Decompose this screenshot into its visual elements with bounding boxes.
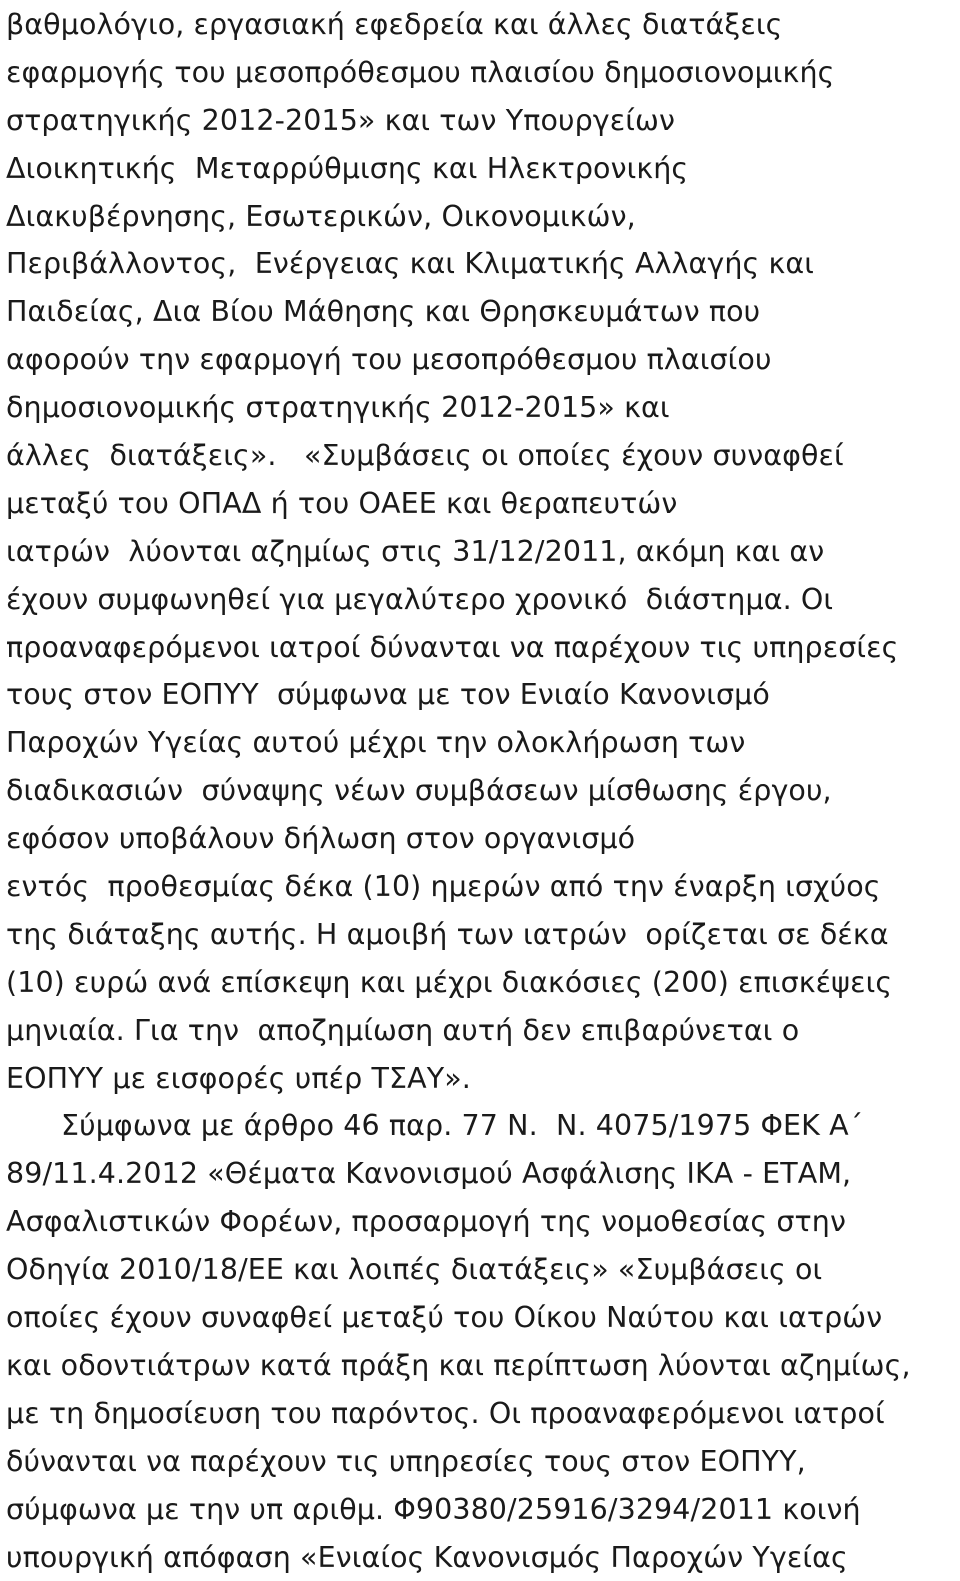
text-line: ιατρών λύονται αζημίως στις 31/12/2011, ακόμη και αν xyxy=(6,528,956,576)
text-line: σύμφωνα με την υπ αριθμ. Φ90380/25916/3294/2011 κοινή xyxy=(6,1486,956,1534)
text-line: Παροχών Υγείας αυτού μέχρι την ολοκλήρωση των xyxy=(6,719,956,767)
text-line: της διάταξης αυτής. Η αμοιβή των ιατρών ορίζεται σε δέκα xyxy=(6,911,956,959)
text-line: Οδηγία 2010/18/ΕΕ και λοιπές διατάξεις» «Συμβάσεις οι xyxy=(6,1246,956,1294)
text-line: μεταξύ του ΟΠΑΔ ή του ΟΑΕΕ και θεραπευτών xyxy=(6,480,956,528)
text-line: προαναφερόμενοι ιατροί δύνανται να παρέχουν τις υπηρεσίες xyxy=(6,624,956,672)
text-line: με τη δημοσίευση του παρόντος. Οι προαναφερόμενοι ιατροί xyxy=(6,1390,956,1438)
text-line: οποίες έχουν συναφθεί μεταξύ του Οίκου Ναύτου και ιατρών xyxy=(6,1294,956,1342)
text-line: Διακυβέρνησης, Εσωτερικών, Οικονομικών, xyxy=(6,193,956,241)
text-line: 89/11.4.2012 «Θέματα Κανονισμού Ασφάλισης ΙΚΑ - ΕΤΑΜ, xyxy=(6,1150,956,1198)
text-line: βαθμολόγιο, εργασιακή εφεδρεία και άλλες διατάξεις xyxy=(6,1,956,49)
text-line: Περιβάλλοντος, Ενέργειας και Κλιματικής Αλλαγής και xyxy=(6,240,956,288)
text-line: δύνανται να παρέχουν τις υπηρεσίες τους στον ΕΟΠΥΥ, xyxy=(6,1438,956,1486)
text-line: Παιδείας, Δια Βίου Μάθησης και Θρησκευμάτων που xyxy=(6,288,956,336)
text-line: Διοικητικής Μεταρρύθμισης και Ηλεκτρονικής xyxy=(6,145,956,193)
document-body xyxy=(6,1,956,1581)
text-line: Ασφαλιστικών Φορέων, προσαρμογή της νομοθεσίας στην xyxy=(6,1198,956,1246)
text-line: μηνιαία. Για την αποζημίωση αυτή δεν επιβαρύνεται ο xyxy=(6,1007,956,1055)
text-line: και οδοντιάτρων κατά πράξη και περίπτωση λύονται αζημίως, xyxy=(6,1342,956,1390)
text-line: τους στον ΕΟΠΥΥ σύμφωνα με τον Ενιαίο Κανονισμό xyxy=(6,671,956,719)
text-line: στρατηγικής 2012-2015» και των Υπουργείων xyxy=(6,97,956,145)
paragraph-start-line: Σύμφωνα με άρθρο 46 παρ. 77 Ν. Ν. 4075/1975 ΦΕΚ Α΄ xyxy=(6,1102,956,1150)
text-line: άλλες διατάξεις». «Συμβάσεις οι οποίες έχουν συναφθεί xyxy=(6,432,956,480)
text-line: ΕΟΠΥΥ με εισφορές υπέρ ΤΣΑΥ». xyxy=(6,1055,956,1103)
text-line: εφόσον υποβάλουν δήλωση στον οργανισμό xyxy=(6,815,956,863)
text-line: δημοσιονομικής στρατηγικής 2012-2015» και xyxy=(6,384,956,432)
text-line: εφαρμογής του μεσοπρόθεσμου πλαισίου δημοσιονομικής xyxy=(6,49,956,97)
text-line: εντός προθεσμίας δέκα (10) ημερών από την έναρξη ισχύος xyxy=(6,863,956,911)
text-line: έχουν συμφωνηθεί για μεγαλύτερο χρονικό διάστημα. Οι xyxy=(6,576,956,624)
text-line: υπουργική απόφαση «Ενιαίος Κανονισμός Παροχών Υγείας xyxy=(6,1534,956,1581)
text-line: (10) ευρώ ανά επίσκεψη και μέχρι διακόσιες (200) επισκέψεις xyxy=(6,959,956,1007)
text-line: διαδικασιών σύναψης νέων συμβάσεων μίσθωσης έργου, xyxy=(6,767,956,815)
text-line: αφορούν την εφαρμογή του μεσοπρόθεσμου πλαισίου xyxy=(6,336,956,384)
